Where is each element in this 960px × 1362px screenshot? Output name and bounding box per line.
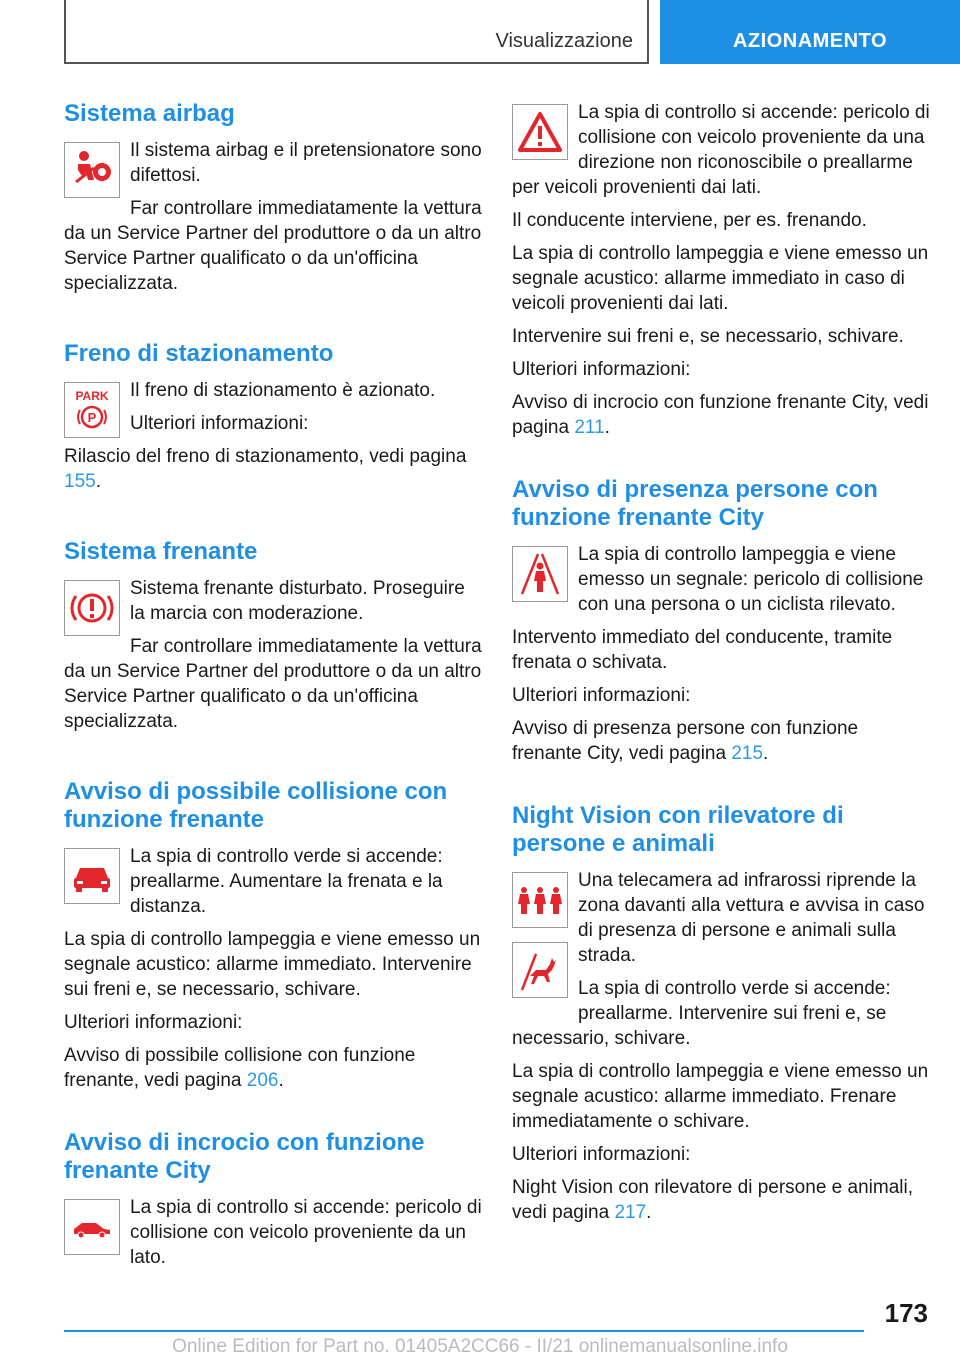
section-brake-system: [64, 538, 482, 742]
section-parking-brake: [64, 340, 482, 502]
page-link-206[interactable]: 206: [246, 1070, 279, 1091]
left-column: [64, 100, 482, 1314]
pedestrian-warning-icon: [512, 546, 568, 602]
person-p2: Intervento immediato del conducente, tramite frenata o schivata.: [512, 627, 893, 673]
night-p1: Una telecamera ad infrarossi riprende la zona davanti alla vettura e avvisa in caso di presenza di persone e animali sulla strada.: [578, 870, 925, 966]
section-title: Avviso di presenza persone con funzione frenante City: [512, 476, 878, 531]
park-icon-text: PARK: [75, 389, 109, 403]
collision-p1: La spia di controllo verde si accende: preallarme. Aumentare la frenata e la distanza.: [130, 846, 443, 917]
brake-p2: Far controllare immediatamente la vettura da un Service Partner del produttore o da un altro Service Partner qualificato o da un'officina specializzata.: [64, 636, 482, 732]
page-link-211[interactable]: 211: [574, 417, 605, 438]
crossing-cont-p1: La spia di controllo si accende: pericolo di collisione con veicolo proveniente da una direzione non riconoscibile o preallarme per veicoli provenienti dai lati.: [512, 102, 930, 198]
crossing-cont-p3: La spia di controllo lampeggia e viene emesso un segnale acustico: allarme immediato in caso di veicoli provenienti dai lati.: [512, 243, 929, 314]
page-header: [0, 0, 960, 66]
section-title: Sistema airbag: [64, 100, 235, 127]
night-p5: Night Vision con rilevatore di persone e animali, vedi pagina 217.: [512, 1177, 913, 1223]
page-link-155[interactable]: 155: [64, 471, 96, 492]
brake-p1: Sistema frenante disturbato. Proseguire la marcia con moderazione.: [130, 578, 465, 624]
front-collision-icon: [64, 848, 120, 904]
footer-rule: [64, 1330, 864, 1332]
header-section-title: Visualizzazione: [495, 30, 633, 52]
section-crossing-warning: [64, 1129, 482, 1278]
crossing-p1: La spia di controllo si accende: pericolo di collisione con veicolo proveniente da un lato.: [130, 1197, 482, 1268]
crossing-cont-p6: Avviso di incrocio con funzione frenante City, vedi pagina 211.: [512, 392, 929, 438]
parking-p3: Rilascio del freno di stazionamento, vedi pagina 155.: [64, 446, 467, 492]
person-p1: La spia di controllo lampeggia e viene emesso un segnale: pericolo di collisione con una persona o un ciclista rilevato.: [578, 544, 924, 615]
night-p3: La spia di controllo lampeggia e viene emesso un segnale acustico: allarme immediato. Frenare immediatamente o schivare.: [512, 1061, 929, 1132]
person-p3: Ulteriori informazioni:: [512, 685, 691, 706]
airbag-p1: Il sistema airbag e il pretensionatore sono difettosi.: [130, 140, 482, 186]
night-vision-icons: [512, 868, 578, 1004]
section-person-warning: [512, 476, 932, 766]
airbag-warning-icon: [64, 142, 120, 198]
collision-p3: Ulteriori informazioni:: [64, 1012, 243, 1033]
section-collision-warning: [64, 778, 482, 1093]
brake-system-icon: [64, 580, 120, 636]
page-link-215[interactable]: 215: [731, 743, 764, 764]
footer-edition: [0, 1336, 960, 1358]
collision-p2: La spia di controllo lampeggia e viene emesso un segnale acustico: allarme immediato. Intervenire sui freni e, se necessario, schivare.: [64, 929, 481, 1000]
section-title: Night Vision con rilevatore di persone e animali: [512, 802, 844, 857]
page-link-217[interactable]: 217: [614, 1202, 647, 1223]
section-title: Sistema frenante: [64, 538, 258, 565]
park-brake-icon: [64, 382, 120, 438]
header-section-box: [64, 0, 649, 64]
deer-icon: [512, 942, 568, 998]
section-title: Avviso di possibile collisione con funzione frenante: [64, 778, 448, 833]
header-chapter-tab[interactable]: [660, 0, 960, 64]
section-airbag: [64, 100, 482, 304]
warning-triangle-icon: [512, 104, 568, 160]
night-p2: La spia di controllo verde si accende: preallarme. Intervenire sui freni e, se necessario, schivare.: [512, 978, 891, 1049]
side-collision-icon: [64, 1199, 120, 1255]
section-title: Avviso di incrocio con funzione frenante City: [64, 1129, 425, 1184]
night-p4: Ulteriori informazioni:: [512, 1144, 691, 1165]
page-number: 173: [884, 1298, 928, 1328]
section-title: Freno di stazionamento: [64, 340, 334, 367]
person-p4: Avviso di presenza persone con funzione frenante City, vedi pagina 215.: [512, 718, 859, 764]
right-column: [512, 100, 932, 1261]
crossing-cont-p5: Ulteriori informazioni:: [512, 359, 691, 380]
parking-p2: Ulteriori informazioni:: [130, 413, 309, 434]
crossing-cont-p2: Il conducente interviene, per es. frenando.: [512, 210, 867, 231]
svg-text:P: P: [87, 410, 97, 425]
section-night-vision: [512, 802, 932, 1225]
footer-watermark: Online Edition for Part no. 01405A2CC66 - II/21 onlinemanualsonline.info: [172, 1336, 788, 1357]
crossing-cont-p4: Intervenire sui freni e, se necessario, schivare.: [512, 326, 904, 347]
airbag-p2: Far controllare immediatamente la vettura da un Service Partner del produttore o da un altro Service Partner qualificato o da un'officina specializzata.: [64, 198, 482, 294]
header-chapter-title: AZIONAMENTO: [732, 30, 887, 52]
section-crossing-continued: [512, 100, 932, 440]
persons-icon: [512, 872, 568, 928]
parking-p1: Il freno di stazionamento è azionato.: [130, 380, 436, 401]
collision-p4: Avviso di possibile collisione con funzione frenante, vedi pagina 206.: [64, 1045, 416, 1091]
